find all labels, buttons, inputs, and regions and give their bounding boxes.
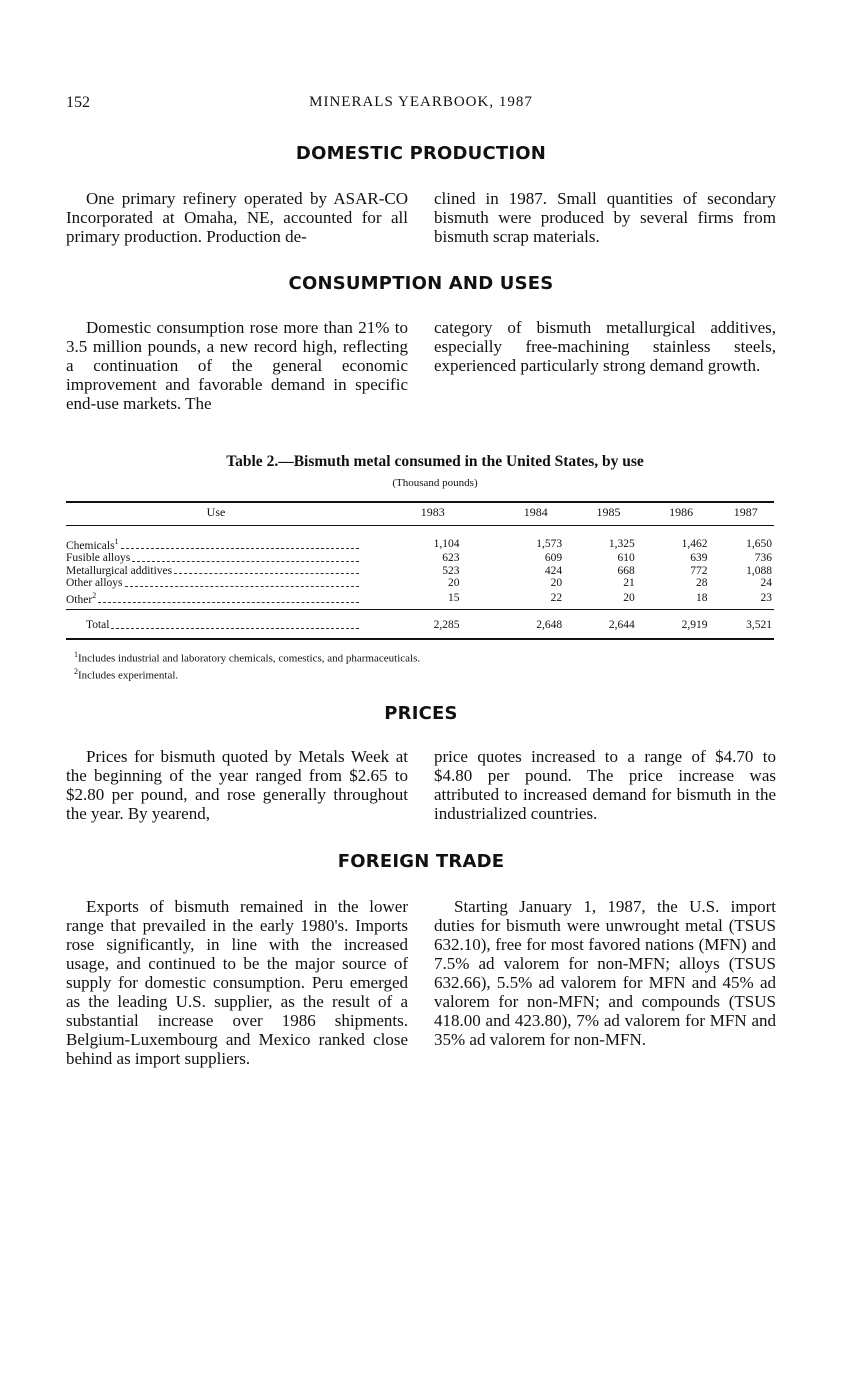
table-cell: 3,521 bbox=[717, 610, 774, 639]
leader-dots bbox=[111, 628, 359, 629]
heading-domestic-production: DOMESTIC PRODUCTION bbox=[295, 143, 547, 164]
column-right bbox=[434, 747, 776, 823]
table-row bbox=[66, 577, 774, 590]
paragraph: clined in 1987. Small quantities of secondary bismuth were produced by several firms from bismuth scrap materials. bbox=[434, 189, 776, 246]
column-right bbox=[434, 189, 776, 246]
table-cell: 424 bbox=[544, 564, 563, 577]
heading-consumption-and-uses: CONSUMPTION AND USES bbox=[288, 273, 554, 294]
row-label: Metallurgical additives bbox=[66, 564, 173, 577]
leader-dots bbox=[98, 602, 359, 603]
table-cell: 2,919 bbox=[645, 610, 718, 639]
paragraph: Domestic consumption rose more than 21% to 3.5 million pounds, a new record high, reflecting a continuation of the general economic improvement and favorable demand in specific end-use markets. The bbox=[66, 318, 408, 413]
table-cell: 18 bbox=[695, 591, 708, 604]
table-title: Table 2.—Bismuth metal consumed in the United States, by use bbox=[226, 453, 644, 470]
section-domestic-production bbox=[66, 189, 776, 246]
table-cell: 20 bbox=[447, 577, 460, 590]
table-cell: 623 bbox=[442, 552, 460, 565]
paragraph: One primary refinery operated by ASAR-CO Incorporated at Omaha, NE, accounted for all primary production. Production de- bbox=[66, 189, 408, 246]
footnote: $^2$Includes experimental. bbox=[74, 667, 179, 682]
table-cell: 24 bbox=[760, 577, 772, 590]
column-header: 1987 bbox=[717, 502, 774, 526]
footnote-mark: 2 bbox=[92, 590, 97, 600]
table-cell: 2,648 bbox=[499, 610, 572, 639]
leader-dots bbox=[121, 548, 359, 549]
paragraph: category of bismuth metallurgical additives, especially free-machining stainless steels, experienced particularly strong demand growth. bbox=[434, 318, 776, 375]
table-2-block bbox=[66, 453, 774, 683]
table-cell: 772 bbox=[690, 564, 708, 577]
table-footnotes bbox=[66, 648, 774, 683]
column-left bbox=[66, 897, 408, 1068]
section-consumption bbox=[66, 318, 776, 413]
column-left bbox=[66, 318, 408, 413]
table-cell: 1,104 bbox=[433, 537, 460, 550]
leader-dots bbox=[174, 573, 359, 574]
column-header: 1986 bbox=[645, 502, 718, 526]
table-header-row bbox=[66, 502, 774, 526]
column-left bbox=[66, 189, 408, 246]
consumption-table bbox=[66, 501, 774, 640]
row-label: Chemicals$^1$ bbox=[66, 537, 119, 552]
table-total-row bbox=[66, 610, 774, 639]
leader-dots bbox=[132, 561, 359, 562]
table-cell: 21 bbox=[623, 577, 635, 590]
column-left bbox=[66, 747, 408, 823]
row-label: Other alloys bbox=[66, 577, 123, 590]
table-cell: 22 bbox=[550, 591, 563, 604]
table-cell: 28 bbox=[695, 577, 708, 590]
section-prices bbox=[66, 747, 776, 823]
row-label: Fusible alloys bbox=[66, 552, 131, 565]
table-cell: 20 bbox=[550, 577, 563, 590]
section-foreign-trade bbox=[66, 897, 776, 1068]
footnote-mark: 1 bbox=[114, 537, 119, 546]
table-cell: 1,088 bbox=[746, 564, 772, 577]
column-header: 1983 bbox=[366, 502, 499, 526]
table-cell: 1,573 bbox=[536, 537, 563, 550]
table-cell: 2,644 bbox=[572, 610, 645, 639]
paragraph: Prices for bismuth quoted by Metals Week at the beginning of the year ranged from $2.65 to $2.80 per pound, and rose generally throughout the year. By yearend, bbox=[66, 747, 408, 823]
table-cell: 668 bbox=[617, 564, 635, 577]
table-subtitle: (Thousand pounds) bbox=[392, 477, 478, 489]
paragraph: price quotes increased to a range of $4.70 to $4.80 per pound. The price increase was attributed to increased demand for bismuth in the industrialized countries. bbox=[434, 747, 776, 823]
column-header: 1985 bbox=[572, 502, 645, 526]
table-row bbox=[66, 590, 774, 610]
table-row bbox=[66, 526, 774, 553]
table-cell: 736 bbox=[754, 552, 772, 565]
table-cell: 23 bbox=[760, 591, 772, 604]
column-right bbox=[434, 897, 776, 1068]
table-cell: 609 bbox=[544, 552, 563, 565]
book-title: MINERALS YEARBOOK, 1987 bbox=[309, 94, 533, 110]
table-row bbox=[66, 565, 774, 578]
heading-prices: PRICES bbox=[384, 703, 458, 724]
table-cell: 523 bbox=[442, 564, 460, 577]
page-number: 152 bbox=[66, 94, 90, 111]
running-head bbox=[66, 94, 776, 116]
table-cell: 20 bbox=[623, 591, 635, 604]
row-label: Other$^2$ bbox=[66, 590, 97, 606]
footnote: $^1$Includes industrial and laboratory chemicals, comestics, and pharmaceuticals. bbox=[74, 649, 421, 665]
column-header: Use bbox=[66, 502, 366, 526]
table-cell: 639 bbox=[690, 552, 708, 565]
paragraph: Exports of bismuth remained in the lower range that prevailed in the early 1980's. Imports rose significantly, in line with the increased usage, and continued to be the major source of supply for domestic consumption. Peru emerged as the leading U.S. supplier, as the result of a substantial increase over 1986 shipments. Belgium-Luxembourg and Mexico ranked close behind as import suppliers. bbox=[66, 897, 408, 1068]
table-cell: 1,462 bbox=[681, 537, 708, 550]
table-cell: 15 bbox=[447, 591, 460, 604]
row-label: Total bbox=[86, 619, 110, 632]
table-row bbox=[66, 552, 774, 565]
column-right bbox=[434, 318, 776, 413]
table-cell: 1,650 bbox=[746, 537, 772, 550]
table-cell: 1,325 bbox=[608, 537, 635, 550]
leader-dots bbox=[125, 586, 359, 587]
column-header: 1984 bbox=[499, 502, 572, 526]
paragraph: Starting January 1, 1987, the U.S. import duties for bismuth were unwrought metal (TSUS 632.10), free for most favored nations (MFN) and 7.5% ad valorem for non-MFN; alloys (TSUS 632.66), 5.5% ad valorem for MFN and 45% ad valorem for non-MFN; and compounds (TSUS 418.00 and 423.80), 7% ad valorem for MFN and 35% ad valorem for non-MFN. bbox=[434, 897, 776, 1049]
table-cell: 2,285 bbox=[366, 610, 499, 639]
heading-foreign-trade: FOREIGN TRADE bbox=[337, 851, 505, 872]
table-cell: 610 bbox=[617, 552, 635, 565]
